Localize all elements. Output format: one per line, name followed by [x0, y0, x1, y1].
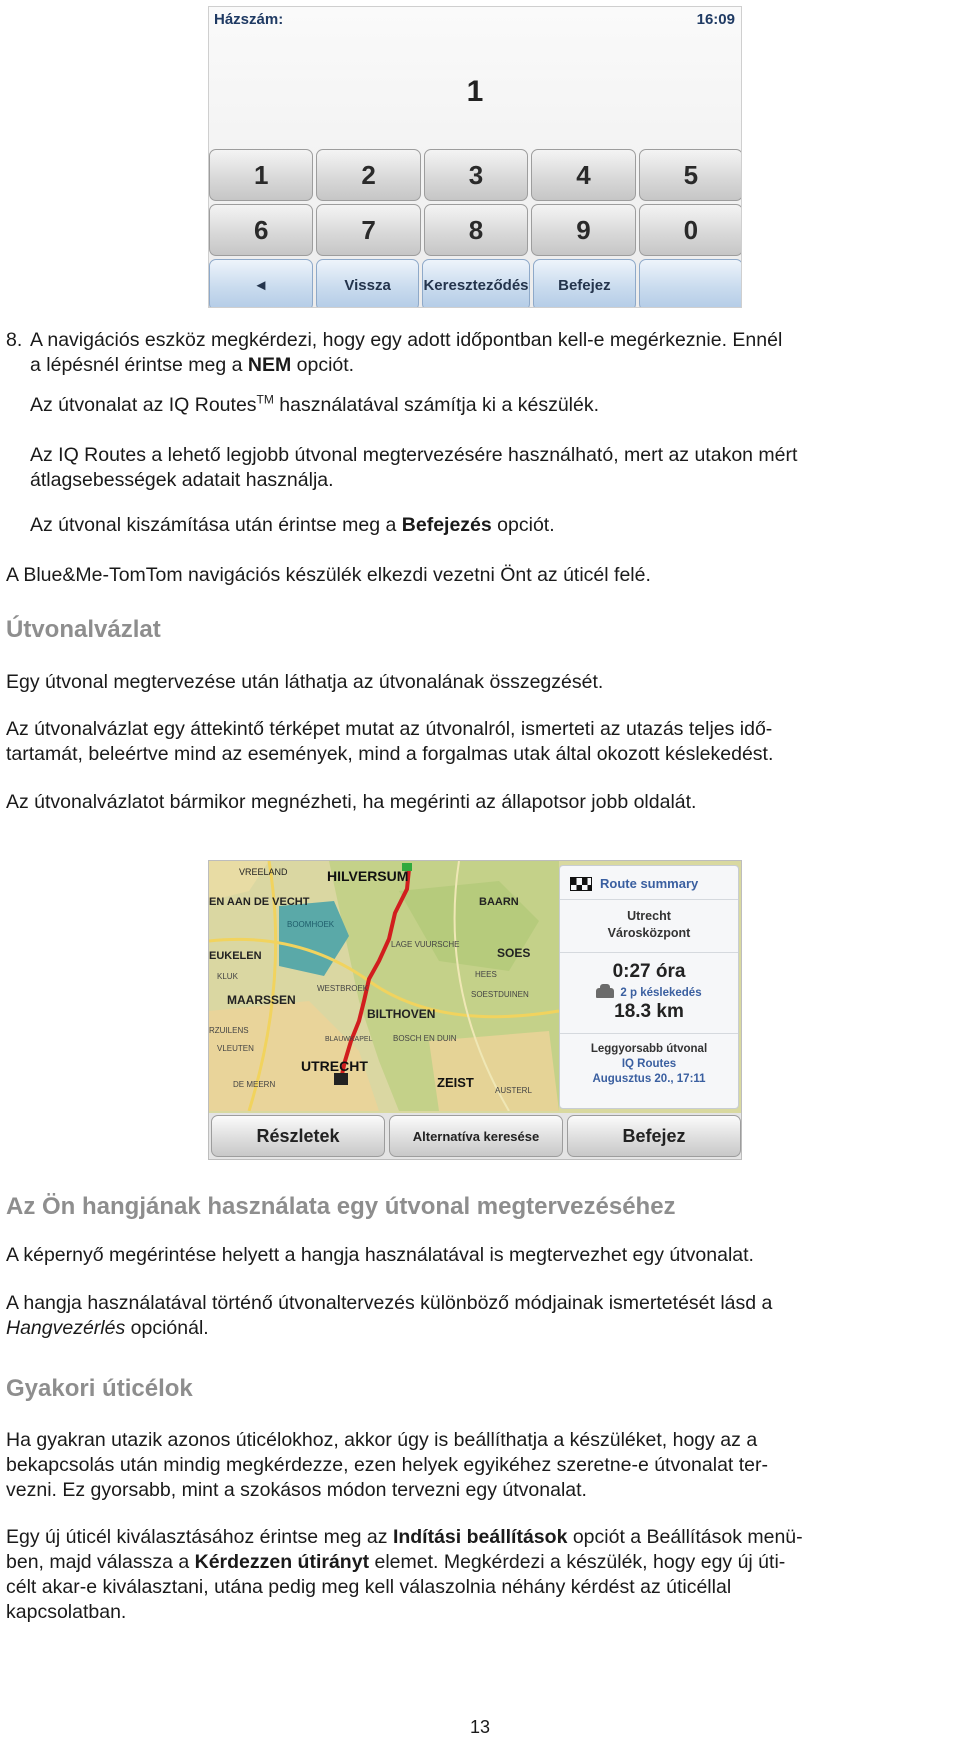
backspace-button[interactable] [209, 259, 313, 308]
route-summary-panel [559, 865, 739, 1109]
route-summary-p1: Egy útvonal megtervezése után láthatja az útvonalának összegzését. [6, 671, 604, 693]
page-number: 13 [469, 1717, 491, 1737]
frequent-p2: Egy új úticél kiválasztásához érintse meg az Indítási beállítások opciót a Beállítások menü- ben, majd válassza a Kérdezzen útirányt elemet. Megkérdezi a készülék, hogy egy új úti- célt akar-e kiválasztani, utána pedig meg kell válaszolnia néhány kérdést az úticéllal kapcsolatban. [6, 1526, 803, 1623]
details-button[interactable]: Részletek [211, 1115, 385, 1157]
step8-text [30, 328, 782, 378]
empty-key [639, 259, 742, 308]
map-label: VLEUTEN [217, 1044, 254, 1053]
map-label: ZEIST [437, 1075, 474, 1090]
crossing-button[interactable]: Kereszteződés [422, 259, 529, 308]
key-3[interactable]: 3 [424, 149, 528, 201]
map-label: KLUK [217, 972, 238, 981]
frequent-p1: Ha gyakran utazik azonos úticélokhoz, akkor úgy is beállíthatja a készüléket, hogy az a bekapcsolás után mindig megkérdezze, ezen helyek egyikéhez szeretne-e útvonalat ter- vezni. Ez gyorsabb, mint a szokásos módon tervezni egy útvonalat. [6, 1429, 769, 1501]
map-label: EN AAN DE VECHT [209, 896, 310, 908]
step8-line1: A navigációs eszköz megkérdezi, hogy egy adott időpontban kell-e megérkeznie. Ennél [30, 329, 783, 351]
map-label: BOSCH EN DUIN [393, 1034, 457, 1043]
voice-p2: A hangja használatával történő útvonaltervezés különböző módjainak ismertetését lásd a Hangvezérlés opciónál. [6, 1292, 773, 1339]
map-label: MAARSSEN [227, 993, 296, 1007]
travel-time: 0:27 óra [612, 961, 686, 982]
map-label: WESTBROEK [317, 984, 369, 993]
key-8[interactable]: 8 [424, 204, 528, 256]
finish-instruction: Az útvonal kiszámítása után érintse meg a Befejezés opciót. [30, 514, 555, 536]
step8-line2: a lépésnél érintse meg a NEM opciót. [30, 354, 355, 376]
map-label: SOES [497, 946, 531, 960]
map-label: UTRECHT [301, 1058, 368, 1074]
voice-p1: A képernyő megérintése helyett a hangja használatával is megtervezhet egy útvonalat. [6, 1244, 754, 1266]
summary-header [560, 866, 738, 900]
checkered-flag-icon [570, 877, 592, 891]
voice-heading: Az Ön hangjának használata egy útvonal megtervezéséhez [6, 1193, 676, 1220]
number-pad [209, 149, 742, 308]
map-label: BOOMHOEK [287, 920, 335, 929]
screen-title: Házszám: [214, 11, 284, 28]
map-label: AUSTERL [495, 1086, 532, 1095]
map-label: BAARN [479, 896, 519, 908]
route-map[interactable] [209, 861, 559, 1111]
frequent-heading: Gyakori úticélok [6, 1375, 193, 1402]
house-number-value: 1 [466, 75, 484, 108]
summary-title: Route summary [600, 876, 699, 891]
distance: 18.3 km [560, 999, 738, 1034]
map-label: DE MEERN [233, 1080, 276, 1089]
car-icon [596, 988, 614, 998]
delay-text: 2 p késlekedés [620, 987, 702, 999]
iq-routes-description: Az IQ Routes a lehető legjobb útvonal megtervezésére használható, mert az utakon mért átlagsebességek adatait használja. [30, 444, 798, 491]
command-row [209, 259, 742, 308]
key-6[interactable]: 6 [209, 204, 313, 256]
map-label: HEES [475, 970, 497, 979]
iq-routes-text: Az útvonalat az IQ Routes™ használatával számítja ki a készülék. [30, 392, 600, 416]
map-label: BILTHOVEN [367, 1007, 436, 1021]
keypad-row [209, 204, 742, 256]
no-option: NEM [247, 354, 292, 376]
key-5[interactable]: 5 [639, 149, 742, 201]
route-summary-p2: Az útvonalvázlat egy áttekintő térképet mutat az útvonalról, ismerteti az utazás teljes idő- tartamát, beleértve mind az események, mind a forgalmas utak által okozott késlekedést. [6, 718, 774, 765]
step-number: 8. [6, 329, 23, 351]
startup-settings-option: Indítási beállítások [392, 1526, 568, 1548]
key-7[interactable]: 7 [316, 204, 420, 256]
house-number-screen [208, 6, 742, 308]
key-0[interactable]: 0 [639, 204, 742, 256]
finish-button[interactable]: Befejez [567, 1115, 741, 1157]
ask-destination-option: Kérdezzen útirányt [194, 1551, 370, 1573]
voice-control-reference: Hangvezérlés [6, 1317, 126, 1339]
back-button[interactable]: Vissza [316, 259, 420, 308]
map-label: RZUILENS [209, 1026, 249, 1035]
summary-button-row [209, 1113, 742, 1159]
route-summary-heading: Útvonalvázlat [6, 616, 161, 643]
key-4[interactable]: 4 [531, 149, 635, 201]
map-label: LAGE VUURSCHE [391, 940, 460, 949]
route-summary-screen [208, 860, 742, 1160]
key-2[interactable]: 2 [316, 149, 420, 201]
finish-button[interactable]: Befejez [533, 259, 637, 308]
map-label: EUKELEN [209, 950, 262, 962]
map-label: BLAUWKAPEL [325, 1036, 373, 1043]
key-1[interactable]: 1 [209, 149, 313, 201]
map-label: VREELAND [239, 867, 288, 877]
clock: 16:09 [696, 11, 735, 28]
keypad-row [209, 149, 742, 201]
finish-option: Befejezés [401, 514, 492, 536]
key-9[interactable]: 9 [531, 204, 635, 256]
route-summary-p3: Az útvonalvázlatot bármikor megnézheti, ha megérinti az állapotsor jobb oldalát. [6, 791, 697, 813]
map-label: HILVERSUM [327, 868, 409, 884]
map-label: SOESTDUINEN [471, 990, 529, 999]
destination: Utrecht Városközpont [560, 900, 738, 953]
arrow-left-icon: ◄ [253, 276, 269, 294]
find-alternative-button[interactable]: Alternatíva keresése [389, 1115, 563, 1157]
route-type-info: Leggyorsabb útvonal IQ Routes Augusztus 20., 17:11 [590, 1043, 708, 1085]
delay-info [560, 983, 738, 999]
navigation-start-text: A Blue&Me-TomTom navigációs készülék elkezdi vezetni Önt az úticél felé. [6, 564, 651, 586]
